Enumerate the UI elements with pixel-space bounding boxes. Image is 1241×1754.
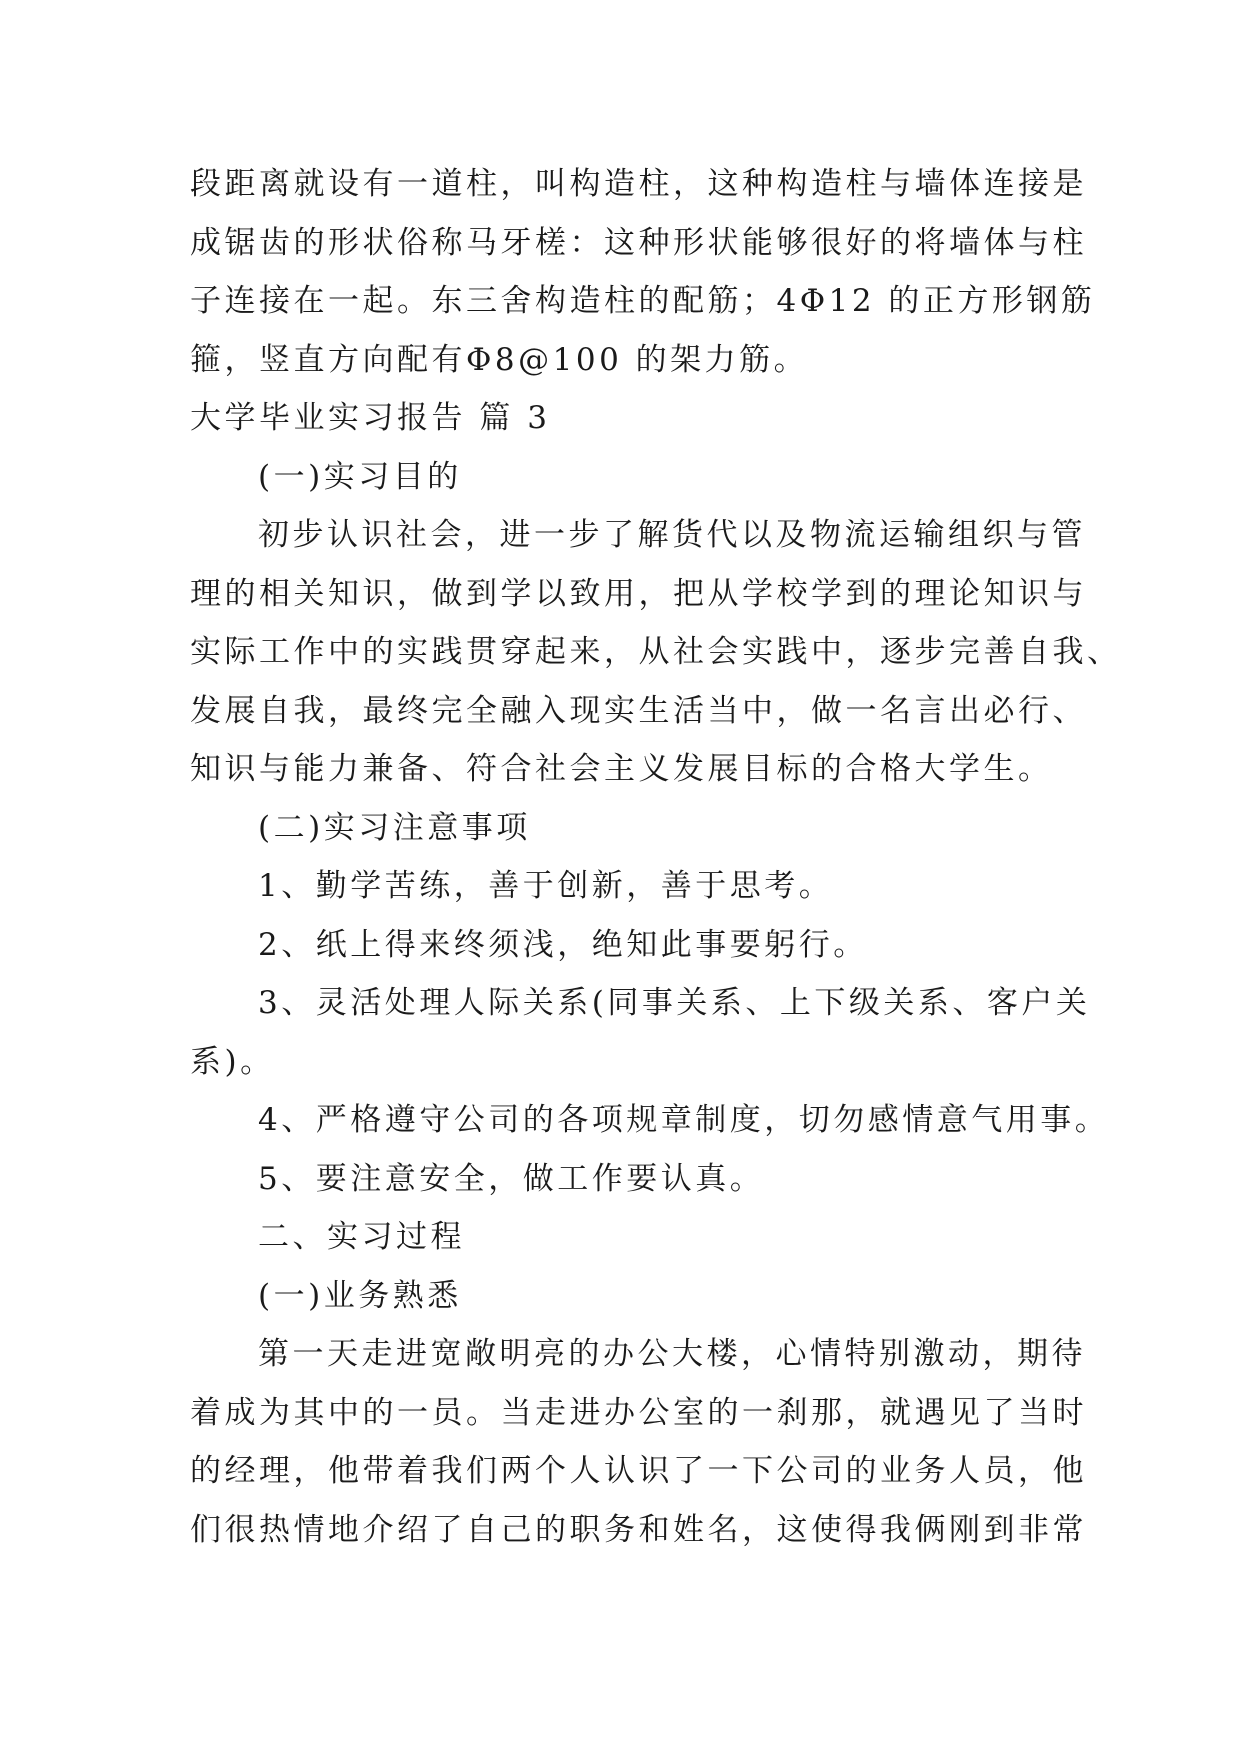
- document-body: [190, 155, 1122, 1559]
- text-line: 的经理，他带着我们两个人认识了一下公司的业务人员，他: [190, 1453, 1087, 1489]
- text-line: 实际工作中的实践贯穿起来，从社会实践中，逐步完善自我、: [190, 634, 1122, 670]
- text-line: 5、要注意安全，做工作要认真。: [258, 1160, 765, 1197]
- text-line: 系)。: [190, 1043, 275, 1080]
- text-line: (一)业务熟悉: [258, 1277, 462, 1314]
- text-line: 1、勤学苦练，善于创新，善于思考。: [258, 868, 834, 904]
- text-line: 箍，竖直方向配有Φ8@100 的架力筋。: [190, 341, 809, 378]
- text-line: 成锯齿的形状俗称马牙槎：这种形状能够很好的将墙体与柱: [190, 224, 1087, 261]
- text-line: 知识与能力兼备、符合社会主义发展目标的合格大学生。: [190, 751, 1053, 787]
- text-line: 4、严格遵守公司的各项规章制度，切勿感情意气用事。: [258, 1102, 1110, 1138]
- text-line: 着成为其中的一员。当走进办公室的一刹那，就遇见了当时: [190, 1394, 1087, 1431]
- text-line: 二、实习过程: [258, 1219, 465, 1255]
- text-line: (一)实习目的: [258, 458, 462, 495]
- text-line: 发展自我，最终完全融入现实生活当中，做一名言出必行、: [190, 692, 1087, 729]
- text-line: 大学毕业实习报告 篇 3: [190, 400, 551, 436]
- text-line: 3、灵活处理人际关系(同事关系、上下级关系、客户关: [258, 985, 1091, 1021]
- text-line: 子连接在一起。东三舍构造柱的配筋；4Φ12 的正方形钢筋: [190, 283, 1096, 319]
- text-line: 初步认识社会，进一步了解货代以及物流运输组织与管: [258, 517, 1086, 553]
- text-line: 理的相关知识，做到学以致用，把从学校学到的理论知识与: [190, 575, 1087, 612]
- text-line: 们很热情地介绍了自己的职务和姓名，这使得我俩刚到非常: [190, 1511, 1087, 1548]
- text-line: (二)实习注意事项: [258, 809, 531, 846]
- text-line: 段距离就设有一道柱，叫构造柱，这种构造柱与墙体连接是: [190, 166, 1087, 202]
- text-line: 2、纸上得来终须浅，绝知此事要躬行。: [258, 926, 868, 963]
- text-line: 第一天走进宽敞明亮的办公大楼，心情特别激动，期待: [258, 1336, 1086, 1372]
